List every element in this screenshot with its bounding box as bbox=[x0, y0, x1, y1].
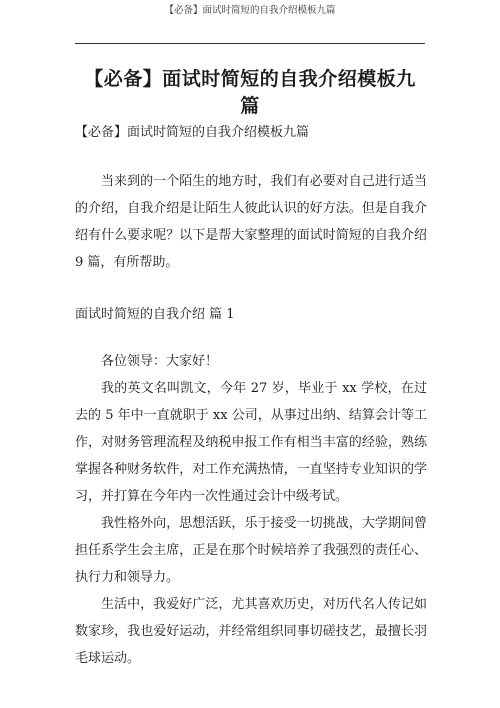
document-title: 【必备】面试时简短的自我介绍模板九篇 bbox=[84, 68, 416, 117]
body-paragraph-1: 我的英文名叫凯文，今年 27 岁，毕业于 xx 学校，在过去的 5 年中一直就职于 xx 公司，从事过出纳、结算会计等工作，对财务管理流程及纳税申报工作有相当丰富的经验，熟练掌握各种财务软件，对工作充满热情，一直坚持专业知识的学习，并打算在今年内一次性通过会计中级考试。 bbox=[75, 381, 427, 504]
body-paragraph-2: 我性格外向，思想活跃，乐于接受一切挑战，大学期间曾担任系学生会主席，正是在那个时候培养了我强烈的责任心、执行力和领导力。 bbox=[75, 516, 427, 585]
greeting-paragraph: 各位领导：大家好！ bbox=[101, 354, 219, 369]
running-header bbox=[75, 0, 425, 44]
intro-paragraph: 当来到的一个陌生的地方时，我们有必要对自己进行适当的介绍，自我介绍是让陌生人彼此认识的好方法。但是自我介绍有什么要求呢？以下是帮大家整理的面试时简短的自我介绍 9 篇，有所帮助。 bbox=[75, 174, 427, 270]
section-heading: 面试时简短的自我介绍 篇 1 bbox=[75, 307, 235, 322]
document-subtitle: 【必备】面试时简短的自我介绍模板九篇 bbox=[75, 125, 310, 140]
body-paragraph-3: 生活中，我爱好广泛，尤其喜欢历史，对历代名人传记如数家珍，我也爱好运动，并经常组织同事切磋技艺，最擅长羽毛球运动。 bbox=[75, 597, 427, 666]
running-header-title: 【必备】面试时简短的自我介绍模板九篇 bbox=[164, 5, 336, 16]
